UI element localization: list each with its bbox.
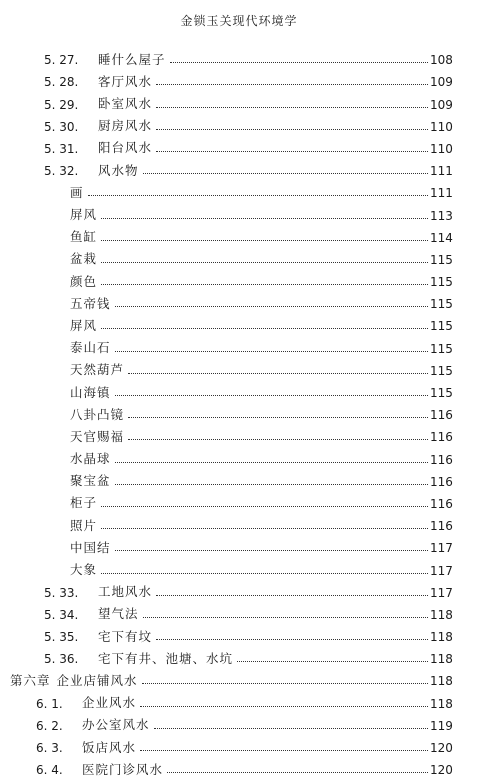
toc-entry [0, 332, 478, 354]
toc-entry-number: 5. 35. [44, 630, 79, 645]
toc-entry-page-number: 119 [430, 718, 453, 733]
dot-leader [115, 549, 428, 551]
toc-entry-page-number: 118 [430, 607, 453, 622]
toc-entry-page-number: 116 [430, 408, 453, 423]
toc-entry-page-number: 116 [430, 519, 453, 534]
toc-entry-page-number: 116 [430, 496, 453, 511]
toc-entry [0, 66, 478, 88]
toc-entry-title: 鱼缸 [70, 229, 98, 245]
toc-entry-title: 中国结 [70, 539, 111, 555]
dot-leader [156, 83, 428, 85]
dot-leader [156, 594, 428, 596]
toc-entry-page-number: 113 [430, 208, 453, 223]
dot-leader [128, 438, 428, 440]
toc-entry-page-number: 108 [430, 53, 453, 68]
toc-entry-page-number: 120 [430, 741, 453, 755]
toc-entry-page-number: 118 [430, 674, 453, 689]
dot-leader [101, 572, 428, 574]
dot-leader [156, 150, 428, 152]
toc-entry [0, 199, 478, 221]
table-of-contents [0, 44, 478, 776]
dot-leader [156, 128, 428, 130]
toc-entry-page-number: 117 [430, 541, 453, 556]
toc-entry [0, 599, 478, 621]
dot-leader [143, 172, 428, 174]
page-header: 金锁玉关现代环境学 [180, 14, 298, 28]
toc-entry-page-number: 111 [430, 164, 453, 179]
toc-entry-title: 办公室风水 [82, 717, 150, 733]
toc-entry-title: 柜子 [70, 495, 98, 511]
dot-leader [101, 261, 428, 263]
toc-entry-page-number: 109 [430, 97, 453, 112]
toc-entry-title: 盆栽 [70, 251, 98, 267]
toc-entry-page-number: 115 [430, 319, 453, 334]
toc-entry-page-number: 114 [430, 230, 453, 245]
toc-entry [0, 466, 478, 488]
toc-entry-page-number: 117 [430, 585, 453, 600]
toc-entry [0, 133, 478, 155]
toc-entry-page-number: 115 [430, 386, 453, 400]
toc-entry [0, 421, 478, 443]
toc-entry-page-number: 118 [430, 652, 453, 667]
toc-entry [0, 443, 478, 465]
toc-entry-number: 6. 3. [36, 741, 63, 755]
toc-entry [0, 665, 478, 687]
toc-entry-title: 颜色 [70, 273, 98, 289]
toc-entry-title: 画 [70, 184, 84, 200]
dot-leader [156, 106, 428, 108]
toc-entry-page-number: 110 [430, 141, 453, 156]
dot-leader [128, 372, 428, 374]
toc-entry-number: 5. 33. [44, 585, 79, 600]
toc-entry [0, 244, 478, 266]
toc-entry-page-number: 115 [430, 252, 453, 267]
dot-leader [88, 194, 428, 196]
toc-entry-title: 屏风 [70, 207, 98, 222]
toc-entry-number: 5. 36. [44, 652, 79, 667]
toc-entry-title: 水晶球 [70, 451, 111, 467]
toc-entry [0, 377, 478, 399]
dot-leader [154, 727, 428, 729]
dot-leader [143, 616, 428, 618]
toc-entry-page-number: 109 [430, 75, 453, 90]
toc-entry-title: 照片 [70, 517, 98, 533]
dot-leader [115, 350, 428, 352]
toc-entry-page-number: 115 [430, 297, 453, 312]
toc-entry-page-number: 118 [430, 630, 453, 645]
dot-leader [115, 483, 428, 485]
toc-entry [0, 532, 478, 554]
toc-entry-title: 五帝钱 [70, 295, 111, 311]
toc-entry [0, 88, 478, 110]
toc-entry [0, 44, 478, 66]
toc-entry-page-number: 116 [430, 452, 453, 467]
dot-leader [140, 705, 428, 707]
dot-leader [128, 416, 428, 418]
toc-entry [0, 111, 478, 133]
toc-entry [0, 510, 478, 532]
dot-leader [115, 305, 428, 307]
toc-entry-number: 5. 29. [44, 97, 79, 112]
dot-leader [237, 660, 428, 662]
toc-entry [0, 710, 478, 732]
toc-entry-title: 望气法 [98, 606, 139, 622]
toc-entry-title: 聚宝盆 [70, 473, 111, 489]
toc-entry [0, 399, 478, 421]
toc-entry-title: 泰山石 [70, 340, 111, 356]
dot-leader [101, 217, 428, 219]
toc-entry-title: 企业店铺风水 [56, 672, 138, 688]
toc-entry [0, 577, 478, 599]
toc-entry-title: 山海镇 [70, 384, 111, 400]
toc-entry-title: 企业风水 [82, 695, 137, 711]
toc-entry [0, 643, 478, 665]
toc-entry-title: 宅下有井、池塘、水坑 [98, 650, 234, 666]
toc-entry [0, 732, 478, 754]
toc-entry-title: 风水物 [98, 162, 139, 178]
toc-entry [0, 266, 478, 288]
toc-entry-number: 5. 31. [44, 141, 79, 156]
toc-entry-number: 5. 34. [44, 607, 79, 622]
toc-entry-page-number: 116 [430, 430, 453, 445]
toc-entry [0, 754, 478, 776]
toc-entry-number: 6. 2. [36, 718, 63, 733]
toc-entry-number: 5. 28. [44, 75, 79, 90]
toc-entry-page-number: 115 [430, 363, 453, 378]
toc-entry-title: 饭店风水 [82, 739, 137, 755]
dot-leader [115, 394, 428, 396]
dot-leader [101, 505, 428, 507]
toc-entry [0, 687, 478, 709]
toc-entry-title: 宅下有坟 [98, 628, 153, 644]
toc-entry-title: 睡什么屋子 [98, 51, 166, 67]
toc-entry-page-number: 115 [430, 275, 453, 290]
dot-leader [101, 527, 428, 529]
toc-entry-title: 大象 [70, 562, 98, 577]
dot-leader [140, 749, 428, 751]
toc-entry-title: 天然葫芦 [70, 362, 125, 378]
toc-entry-page-number: 115 [430, 341, 453, 356]
toc-entry-page-number: 118 [430, 696, 453, 711]
toc-entry [0, 310, 478, 332]
toc-entry-number: 5. 30. [44, 119, 79, 134]
dot-leader [101, 283, 428, 285]
dot-leader [101, 239, 428, 241]
dot-leader [115, 461, 428, 463]
toc-entry-title: 医院门诊风水 [82, 761, 164, 777]
toc-entry-title: 天官赐福 [70, 428, 125, 444]
toc-entry-number: 6. 4. [36, 763, 63, 777]
toc-entry [0, 554, 478, 576]
toc-entry-page-number: 116 [430, 474, 453, 489]
dot-leader [101, 327, 428, 329]
toc-entry-title: 厨房风水 [98, 118, 153, 134]
toc-entry [0, 155, 478, 177]
toc-entry-title: 屏风 [70, 317, 98, 333]
toc-entry-number: 5. 32. [44, 164, 79, 179]
dot-leader [170, 61, 428, 63]
toc-entry-title: 客厅风水 [98, 73, 153, 89]
toc-entry-title: 阳台风水 [98, 140, 153, 156]
toc-entry-number: 5. 27. [44, 53, 79, 68]
toc-entry-page-number: 117 [430, 563, 453, 578]
toc-entry-page-number: 110 [430, 119, 453, 134]
toc-entry [0, 621, 478, 643]
dot-leader [142, 682, 428, 684]
toc-entry-title: 八卦凸镜 [70, 406, 125, 422]
toc-entry-page-number: 111 [430, 186, 453, 201]
dot-leader [156, 638, 428, 640]
toc-entry-number: 第六章 [10, 672, 51, 688]
toc-entry-title: 工地风水 [98, 584, 153, 600]
toc-entry [0, 355, 478, 377]
toc-entry [0, 222, 478, 244]
toc-entry [0, 288, 478, 310]
toc-entry-number: 6. 1. [36, 696, 63, 711]
toc-entry [0, 177, 478, 199]
dot-leader [167, 771, 428, 773]
toc-entry-title: 卧室风水 [98, 96, 153, 112]
toc-entry [0, 488, 478, 510]
toc-entry-page-number: 120 [430, 763, 453, 777]
